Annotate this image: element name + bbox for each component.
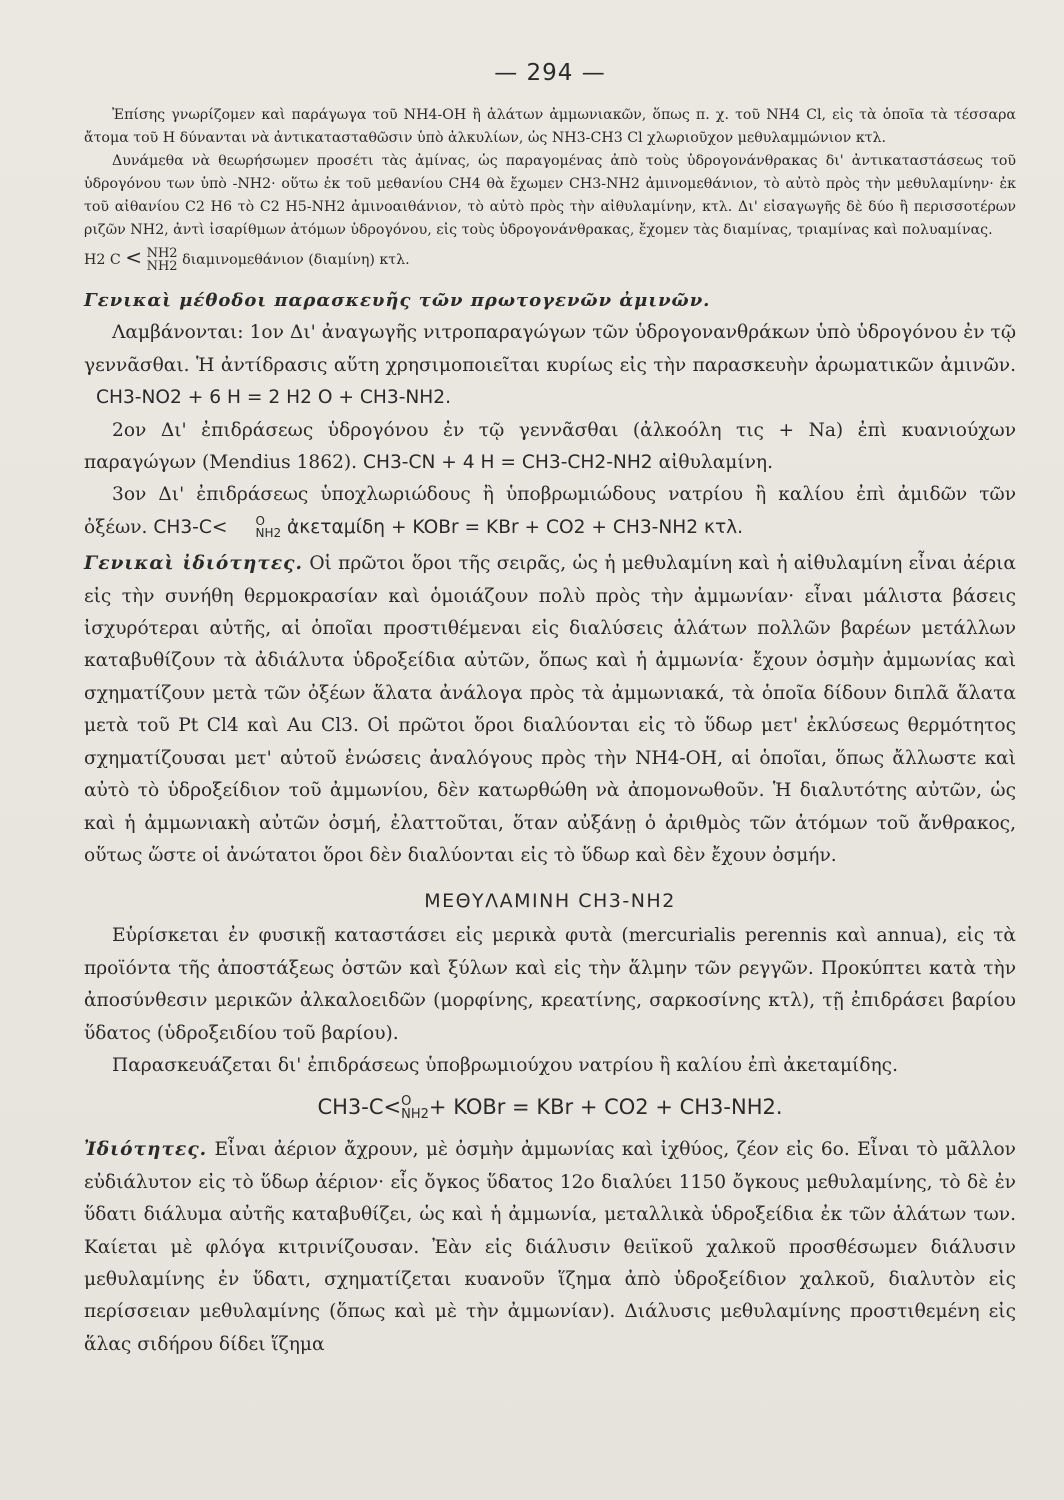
method-1-equation: CH3-NO2 + 6 H = 2 H2 O + CH3-NH2. [96,387,452,409]
method-2 [84,415,1016,480]
methylamine-eq-right: + KOBr = KBr + CO2 + CH3-NH2. [428,1095,783,1120]
formula-suffix: διαμινομεθάνιον (διαμίνη) κτλ. [182,252,410,268]
methylamine-properties-paragraph [84,1134,1016,1361]
properties-paragraph [84,548,1016,872]
method-3-eq-top: O [255,514,265,529]
methylamine-eq-top: O [401,1094,412,1110]
methylamine-eq-left: CH3-C [317,1095,384,1120]
formula-stack [147,247,178,273]
formula-top: NH2 [146,246,178,261]
method-3-eq-right: ἀκεταμίδη + KOBr = KBr + CO2 + CH3-NH2 κτλ. [287,516,744,538]
method-1-text: Λαμβάνονται: 1ον Δι' ἀναγωγῆς νιτροπαραγώγων τῶν ὑδρογονανθράκων ὑπὸ ὑδρογόνου ἐν τῷ γεννᾶσθαι. Ἡ ἀντίδρασις αὕτη χρησιμοποιεῖται κυρίως εἰς τὴν παρασκευὴν ἀρωματικῶν ἀμινῶν. [84,322,1016,376]
methylamine-properties-text: Εἶναι ἀέριον ἄχρουν, μὲ ὀσμὴν ἀμμωνίας καὶ ἰχθύος, ζέον εἰς 6ο. Εἶναι τὸ μᾶλλον εὐδιάλυτον εἰς τὸ ὕδωρ ἀέριον· εἷς ὄγκος ὕδατος 12ο διαλύει 1150 ὄγκους μεθυλαμίνης, τὸ δὲ ἐν ὕδατι διάλυμα αὐτῆς καταβυθίζει, ὡς καὶ ἡ ἀμμωνία, μεταλλικὰ ὑδροξείδια ἐκ τῶν ἁλάτων των. Καίεται μὲ φλόγα κιτρινίζουσαν. Ἐὰν εἰς διάλυσιν θειϊκοῦ χαλκοῦ προσθέσωμεν διάλυσιν μεθυλαμίνης ἐν ὕδατι, σχηματίζεται κυανοῦν ἵζημα ἀπὸ ὑδροξείδιον χαλκοῦ, διαλυτὸν εἰς περίσσειαν μεθυλαμίνης (ὅπως καὶ μὲ τὴν ἀμμωνίαν). Διάλυσις μεθυλαμίνης προστιθεμένη εἰς ἅλας σιδήρου δίδει ἵζημα [84,1139,1016,1355]
method-2-equation: CH3-CN + 4 H = CH3-CH2-NH2 [362,452,653,474]
methods-heading: Γενικαὶ μέθοδοι παρασκευῆς τῶν πρωτογενῶν ἀμινῶν. [84,290,711,311]
methylamine-paragraph-2: Παρασκευάζεται δι' ἐπιδράσεως ὑποβρωμιούχου νατρίου ἢ καλίου ἐπὶ ἀκεταμίδης. [112,1054,898,1076]
methylamine-properties-heading: Ἰδιότητες. [84,1139,208,1161]
intro-section [84,104,1016,273]
methylamine-eq-stack [401,1095,429,1121]
method-3-equation [153,514,744,541]
methods-section [84,285,1016,544]
diamine-formula-line [84,246,1016,273]
methylamine-eq-bottom: NH2 [401,1107,429,1123]
double-angle-icon: < [383,1095,402,1120]
method-3-text: 3ον Δι' ἐπιδράσεως ὑποχλωριώδους ἢ ὑποβρωμιώδους νατρίου ἢ καλίου ἐπὶ ἀμιδῶν τῶν ὀξέων. [84,484,1016,538]
method-3 [84,479,1016,544]
formula-prefix: H2 C [84,252,121,268]
properties-text: Οἱ πρῶτοι ὅροι τῆς σειρᾶς, ὡς ἡ μεθυλαμίνη καὶ ἡ αἰθυλαμίνη εἶναι ἀέρια εἰς τὴν συνήθη θερμοκρασίαν καὶ ὁμοιάζουν πολὺ πρὸς τὴν ἀμμωνίαν· εἶναι μάλιστα βάσεις ἰσχυρότεραι αὐτῆς, αἱ ὁποῖαι προστιθέμεναι εἰς διαλύσεις ἁλάτων πολλῶν βαρέων μετάλλων καταβυθίζουν τὰ ἀδιάλυτα ὑδροξείδια αὐτῶν, ὅπως καὶ ἡ ἀμμωνία· ἔχουν ὀσμὴν ἀμμωνίας καὶ σχηματίζουν μετὰ τῶν ὀξέων ἅλατα ἀνάλογα πρὸς τὰ ἀμμωνιακά, τὰ ὁποῖα δίδουν διπλᾶ ἅλατα μετὰ τοῦ Pt Cl4 καὶ Au Cl3. Οἱ πρῶτοι ὅροι διαλύονται εἰς τὸ ὕδωρ μετ' ἐκλύσεως θερμότητος σχηματίζουσαι μετ' αὐτοῦ ἑνώσεις ἀναλόγους πρὸς τὴν NH4-OH, αἱ ὁποῖαι, ὅπως ἄλλωστε καὶ αὐτὸ τὸ ὑδροξείδιον τοῦ ἀμμωνίου, δὲν κατωρθώθη νὰ ἀπομονωθοῦν. Ἡ διαλυτότης αὐτῶν, ὡς καὶ ἡ ἀμμωνιακὴ αὐτῶν ὀσμή, ἐλαττοῦται, ὅταν αὐξάνῃ ὁ ἀριθμὸς τῶν ἀτόμων τοῦ ἄνθρακος, οὕτως ὥστε οἱ ἀνώτατοι ὅροι δὲν διαλύονται εἰς τὸ ὕδωρ καὶ δὲν ἔχουν ὀσμήν. [84,553,1016,866]
method-2-text: 2ον Δι' ἐπιδράσεως ὑδρογόνου ἐν τῷ γεννᾶσθαι (ἀλκοόλη τις + Na) ἐπὶ κυανιούχων παραγώγων (Mendius 1862). [84,419,1016,474]
method-3-stack [227,515,281,539]
intro-paragraph-2: Δυνάμεθα νὰ θεωρήσωμεν προσέτι τὰς ἀμίνας, ὡς παραγομένας ἀπὸ τοὺς ὑδρογονάνθρακας δι' ἀντικαταστάσεως τοῦ ὑδρογόνου των ὑπὸ -NH2· οὕτω ἐκ τοῦ μεθανίου CH4 θὰ ἔχωμεν CH3-NH2 ἀμινομεθάνιον, τὸ αὐτὸ πρὸς τὴν μεθυλαμίνην· ἐκ τοῦ αἰθανίου C2 H6 τὸ C2 H5-NH2 ἀμινοαιθάνιον, τὸ αὐτὸ πρὸς τὴν αἰθυλαμίνην, κτλ. Δι' εἰσαγωγῆς δὲ δύο ἢ περισσοτέρων ριζῶν NH2, ἀντὶ ἰσαρίθμων ἀτόμων ὑδρογόνου, εἰς τοὺς ὑδρογονάνθρακας, ἔχομεν τὰς διαμίνας, τριαμίνας καὶ πολυαμίνας. [84,153,1016,238]
methylamine-title: ΜΕΘΥΛΑΜΙΝΗ CH3-NH2 [424,890,676,913]
properties-section [84,548,1016,872]
method-2-tail: αἰθυλαμίνη. [658,452,773,474]
formula-bottom: NH2 [146,259,178,274]
properties-heading: Γενικαὶ ἰδιότητες. [84,553,303,575]
double-angle-icon: < [211,516,228,538]
method-3-eq-left: CH3-C [153,516,212,538]
methylamine-paragraph-1: Εὑρίσκεται ἐν φυσικῇ καταστάσει εἰς μερικὰ φυτὰ (mercurialis perennis καὶ annua), εἰς τὰ προϊόντα τῆς ἀποστάξεως ὀστῶν καὶ ξύλων καὶ εἰς τὴν ἅλμην τῶν ρεγγῶν. Προκύπτει κατὰ τὴν ἀποσύνθεσιν μερικῶν ἀλκαλοειδῶν (μορφίνης, κρεατίνης, σαρκοσίνης κτλ), τῇ ἐπιδράσει βαρίου ὕδατος (ὑδροξειδίου τοῦ βαρίου). [84,925,1016,1044]
method-3-eq-bottom: NH2 [255,526,282,541]
intro-paragraph-1: Ἐπίσης γνωρίζομεν καὶ παράγωγα τοῦ NH4-OH ἢ ἁλάτων ἀμμωνιακῶν, ὅπως π. χ. τοῦ NH4 Cl, εἰς τὰ ὁποῖα τὰ τέσσαρα ἄτομα τοῦ H δύνανται νὰ ἀντικατασταθῶσιν ὑπὸ ἀλκυλίων, ὡς NH3-CH3 Cl χλωριοῦχον μεθυλαμμώνιον κτλ. [84,107,1016,146]
method-1 [84,317,1016,414]
page-number: — 294 — [494,60,606,86]
angle-bracket-icon: < [125,245,143,269]
methylamine-equation [84,1086,1016,1128]
methylamine-section [84,920,1016,1361]
